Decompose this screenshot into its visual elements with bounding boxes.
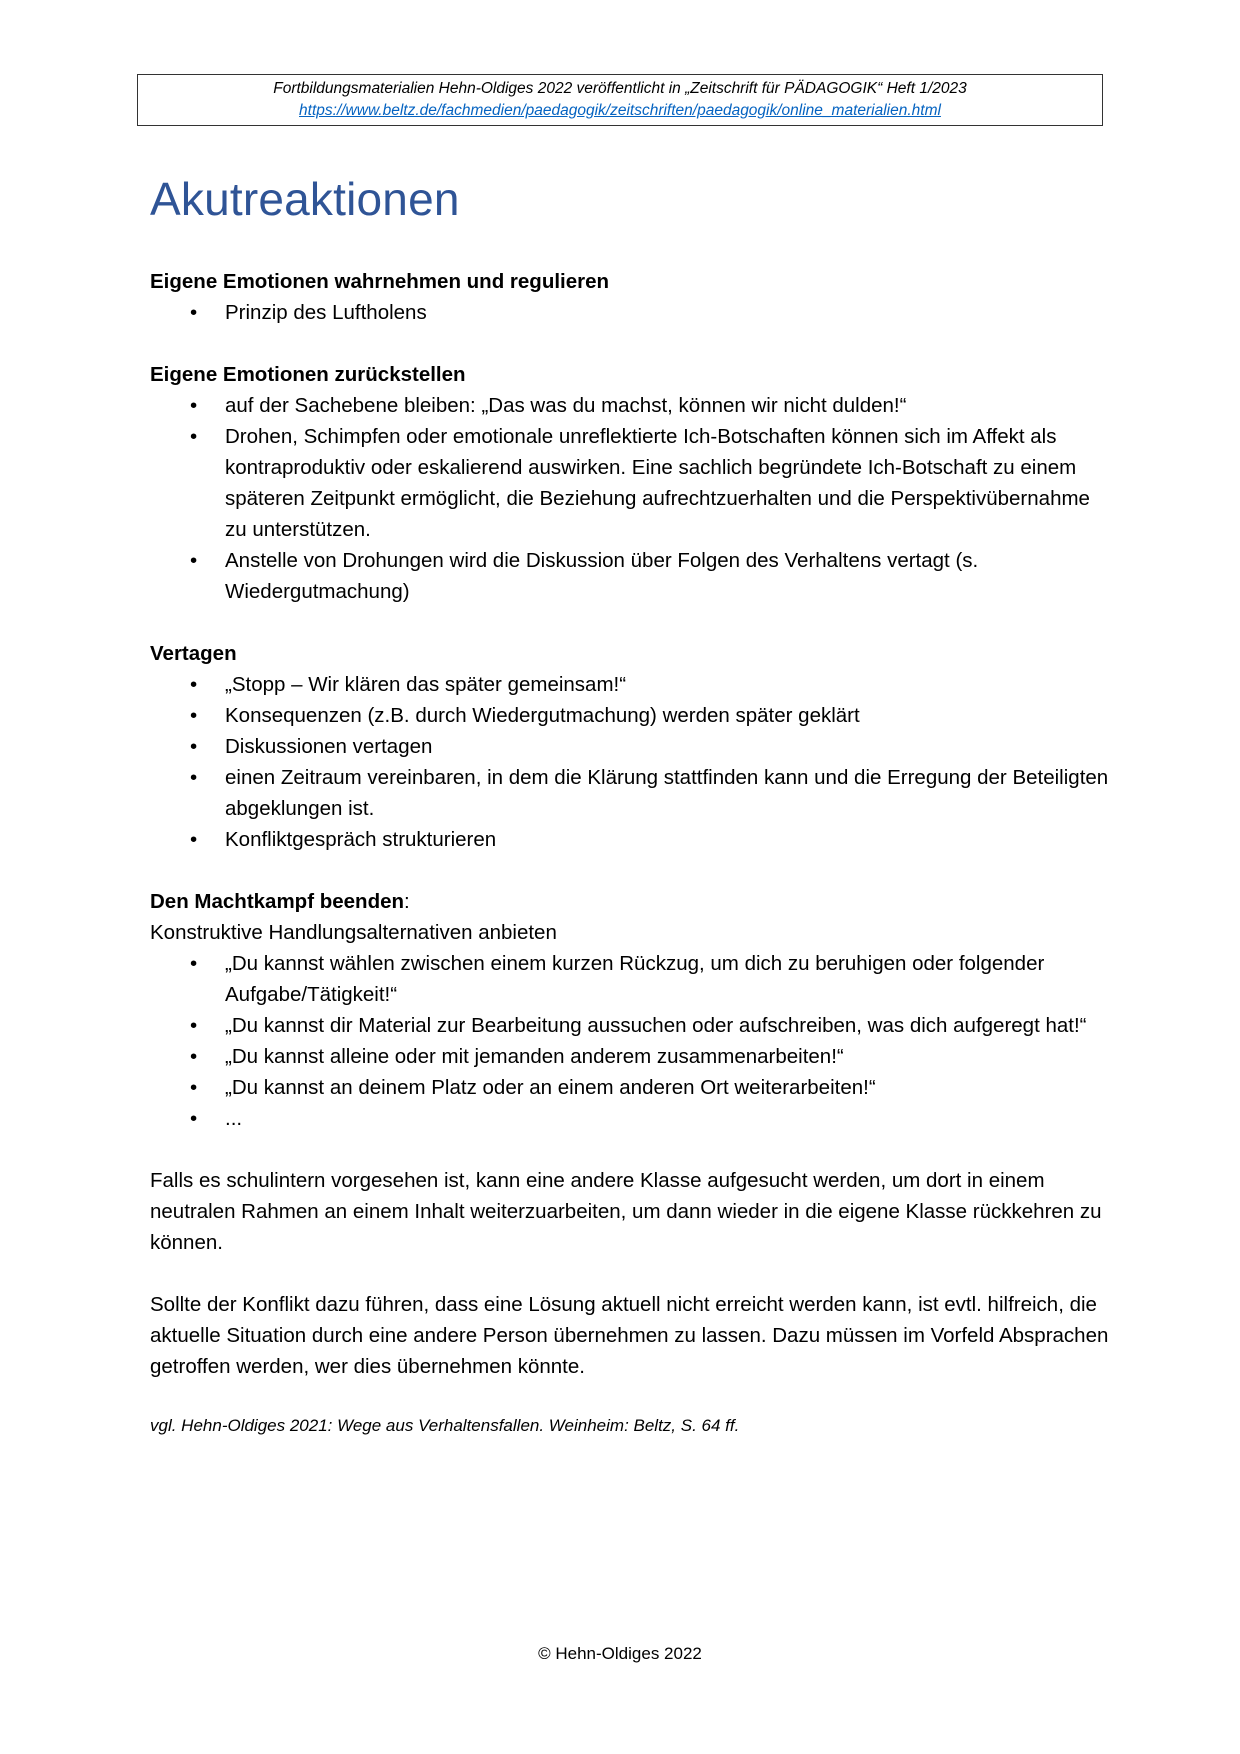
list-item: • Diskussionen vertagen [150,731,1110,762]
bullet-list [150,669,1110,855]
list-item: • Anstelle von Drohungen wird die Diskussion über Folgen des Verhaltens vertagt (s. Wiedergutmachung) [150,545,1110,607]
header-box [137,74,1103,126]
section-heading: Eigene Emotionen zurückstellen [150,363,466,386]
section-subline: Konstruktive Handlungsalternativen anbieten [150,921,557,944]
document-body [150,266,1110,1439]
bullet-list [150,297,1110,328]
bullet-icon: • [190,673,198,696]
section-heading: Vertagen [150,642,237,665]
page-title: Akutreaktionen [150,173,460,225]
bullet-icon: • [190,828,198,851]
section-defer-emotions [150,359,1110,607]
bullet-icon: • [190,1014,198,1037]
bullet-icon: • [190,394,198,417]
paragraph-other-class: Falls es schulintern vorgesehen ist, kann eine andere Klasse aufgesucht werden, um dort in einem neutralen Rahmen an einem Inhalt weiterzuarbeiten, um dann wieder in die eigene Klasse rückkehren zu können. [150,1169,1102,1254]
list-item: • Konfliktgespräch strukturieren [150,824,1110,855]
list-item: • „Du kannst wählen zwischen einem kurzen Rückzug, um dich zu beruhigen oder folgender Aufgabe/Tätigkeit!“ [150,948,1110,1010]
bullet-icon: • [190,735,198,758]
bullet-list [150,390,1110,607]
bullet-icon: • [190,301,198,324]
header-line: Fortbildungsmaterialien Hehn-Oldiges 2022 veröffentlicht in „Zeitschrift für PÄDAGOGIK“ Heft 1/2023 [273,80,967,97]
bullet-icon: • [190,549,198,572]
list-item: • „Du kannst dir Material zur Bearbeitung aussuchen oder aufschreiben, was dich aufgeregt hat!“ [150,1010,1110,1041]
section-heading: Eigene Emotionen wahrnehmen und regulieren [150,270,610,293]
list-item: • Konsequenzen (z.B. durch Wiedergutmachung) werden später geklärt [150,700,1110,731]
section-regulate [150,266,1110,328]
list-item: • einen Zeitraum vereinbaren, in dem die Klärung stattfinden kann und die Erregung der Beteiligten abgeklungen ist. [150,762,1110,824]
section-heading: Den Machtkampf beenden: [150,890,410,913]
bullet-list [150,948,1110,1134]
bullet-icon: • [190,425,198,448]
citation: vgl. Hehn-Oldiges 2021: Wege aus Verhaltensfallen. Weinheim: Beltz, S. 64 ff. [150,1416,740,1435]
bullet-icon: • [190,1107,198,1130]
bullet-icon: • [190,952,198,975]
list-item: • Prinzip des Luftholens [150,297,1110,328]
bullet-icon: • [190,1045,198,1068]
paragraph-other-person: Sollte der Konflikt dazu führen, dass eine Lösung aktuell nicht erreicht werden kann, ist evtl. hilfreich, die aktuelle Situation durch eine andere Person übernehmen zu lassen. Dazu müssen im Vorfeld Absprachen getroffen werden, wer dies übernehmen könnte. [150,1293,1109,1378]
bullet-icon: • [190,704,198,727]
list-item: • „Du kannst alleine oder mit jemanden anderem zusammenarbeiten!“ [150,1041,1110,1072]
bullet-icon: • [190,1076,198,1099]
bullet-icon: • [190,766,198,789]
section-machtkampf [150,886,1110,1134]
list-item: • Drohen, Schimpfen oder emotionale unreflektierte Ich-Botschaften können sich im Affekt als kontraproduktiv oder eskalierend auswirken. Eine sachlich begründete Ich-Botschaft zu einem späteren Zeitpunkt ermöglicht, die Beziehung aufrechtzuerhalten und die Perspektivübernahme zu unterstützen. [150,421,1110,545]
list-item: • „Du kannst an deinem Platz oder an einem anderen Ort weiterarbeiten!“ [150,1072,1110,1103]
list-item: • ... [150,1103,1110,1134]
footer-copyright: © Hehn-Oldiges 2022 [538,1644,702,1663]
section-vertagen [150,638,1110,855]
list-item: • auf der Sachebene bleiben: „Das was du machst, können wir nicht dulden!“ [150,390,1110,421]
list-item: • „Stopp – Wir klären das später gemeinsam!“ [150,669,1110,700]
header-link[interactable]: https://www.beltz.de/fachmedien/paedagogik/zeitschriften/paedagogik/online_materialien.html [299,102,941,119]
